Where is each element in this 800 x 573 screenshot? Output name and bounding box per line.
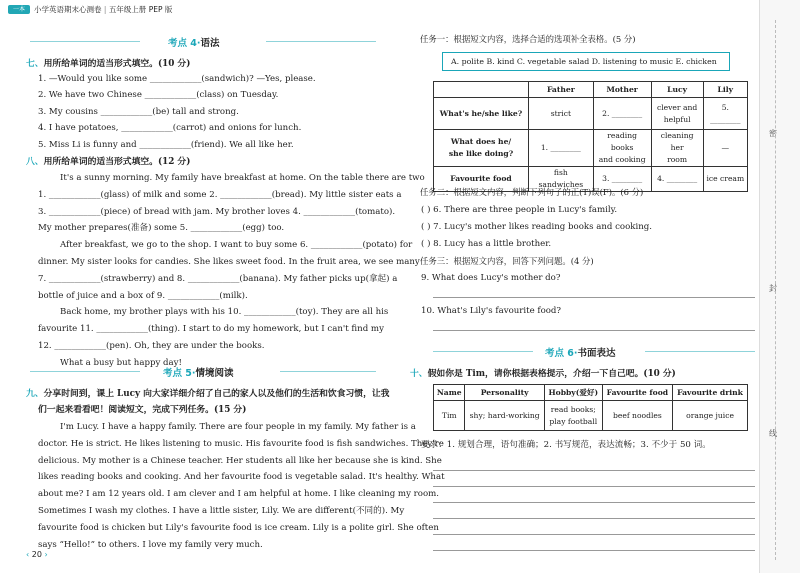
q7-heading: 七、用所给单词的适当形式填空。(10 分) xyxy=(26,59,191,69)
cell-text: helpful xyxy=(663,114,691,124)
q8-line: 7. ____________(strawberry) and 8. ____________(banana). My father picks up(拿起) a xyxy=(38,273,398,284)
table-header: Father xyxy=(529,82,594,98)
q9-line: favourite food is chicken but Lily's favourite food is ice cream. Lily is a polite girl. She often xyxy=(38,522,439,533)
q9-line: delicious. My mother is a Chinese teacher. Her students all like her because she is kind. She xyxy=(38,455,442,466)
cell-text: Favourite food xyxy=(450,174,512,183)
seal-line xyxy=(775,20,776,560)
cell-text: What's he/she like? xyxy=(439,108,523,118)
q7-item: 2. We have two Chinese ____________(class) on Tuesday. xyxy=(38,90,279,101)
cell-text: orange juice xyxy=(686,410,734,420)
table-header: Mother xyxy=(593,82,651,98)
cell-text: she like doing? xyxy=(448,149,514,158)
table-cell xyxy=(703,130,747,167)
table-header: Hobby(爱好) xyxy=(544,385,602,401)
q8-line: What a busy but happy day! xyxy=(60,357,182,368)
task3-heading: 任务三：根据短文内容，回答下列问题。(4 分) xyxy=(420,256,594,266)
q7-item: 3. My cousins ____________(be) tall and strong. xyxy=(38,106,239,117)
cell-text: shy; hard-working xyxy=(469,410,540,420)
table-cell xyxy=(593,130,651,167)
table-cell xyxy=(529,130,594,167)
writing-line[interactable] xyxy=(433,550,755,551)
divider xyxy=(30,371,140,372)
cell-text: 3. ________ xyxy=(602,174,643,183)
table-cell xyxy=(703,167,747,192)
table-cell xyxy=(465,401,544,431)
task2-heading: 任务二：根据短文内容，判断下列句子的正(T)误(F)。(6 分) xyxy=(420,187,644,197)
table-cell xyxy=(673,401,748,431)
q9-line: about me? I am 12 years old. I am clever and I am helpful at home. I like cleaning my room. xyxy=(38,489,439,500)
row-header xyxy=(434,130,529,167)
section-5-title: 考点 5·情境阅读 xyxy=(163,368,234,379)
answer-line[interactable] xyxy=(433,297,755,298)
writing-line[interactable] xyxy=(433,470,755,471)
book-title: 小学英语期末心测卷 xyxy=(34,5,102,14)
cell-text: 1. ________ xyxy=(540,143,581,152)
cell-text: beef noodles xyxy=(612,410,662,420)
q7-item: 5. Miss Li is funny and ____________(friend). We all like her. xyxy=(38,139,294,150)
section-4-title: 考点 4·语法 xyxy=(168,38,220,49)
question-10: 10. What's Lily's favourite food? xyxy=(421,306,562,316)
table-cell xyxy=(602,401,672,431)
profile-table xyxy=(433,384,748,431)
writing-line[interactable] xyxy=(433,502,755,503)
q8-line: bottle of juice and a box of 9. ____________(milk). xyxy=(38,290,248,301)
info-table xyxy=(433,81,748,192)
question-9: 9. What does Lucy's mother do? xyxy=(421,273,561,283)
grade-label: 五年级上册 PEP 版 xyxy=(108,5,173,14)
q8-line: 12. ____________(pen). Oh, they are under the books. xyxy=(38,341,265,351)
table-cell xyxy=(651,98,703,130)
table-cell xyxy=(651,130,703,167)
q7-item: 4. I have potatoes, ____________(carrot) and onions for lunch. xyxy=(38,123,302,134)
task1-heading: 任务一：根据短文内容，选择合适的选项补全表格。(5 分) xyxy=(420,34,636,44)
cell-text: 2. ________ xyxy=(602,108,643,118)
table-header: Name xyxy=(434,385,465,401)
q8-line: favourite 11. ____________(thing). I start to do my homework, but I can't find my xyxy=(38,324,384,335)
requirement: 要求：1. 规划合理，语句准确；2. 书写规范，表达流畅；3. 不少于 50 词。 xyxy=(421,440,711,450)
writing-line[interactable] xyxy=(433,534,755,535)
q9-line: says “Hello!” to others. I love my family very much. xyxy=(38,539,263,550)
table-header: Favourite food xyxy=(602,385,672,401)
page-number: ‹ 20 › xyxy=(26,550,48,559)
table-header: Personality xyxy=(465,385,544,401)
table-cell xyxy=(651,167,703,192)
table-row xyxy=(434,98,748,130)
cell-text: room xyxy=(667,155,688,164)
table-cell xyxy=(434,401,465,431)
seal-char: 密 xyxy=(769,129,777,138)
table-header: Lily xyxy=(703,82,747,98)
tf-item: ( ) 8. Lucy has a little brother. xyxy=(421,239,552,249)
q8-line: It's a sunny morning. My family have breakfast at home. On the table there are two xyxy=(60,173,425,183)
divider xyxy=(645,351,755,352)
answer-line[interactable] xyxy=(433,330,755,331)
cell-text: strict xyxy=(550,108,571,118)
q8-line: My mother prepares(准备) some 5. ____________(egg) too. xyxy=(38,223,285,234)
table-cell xyxy=(544,401,602,431)
q8-line: 3. ____________(piece) of bread with jam. My brother loves 4. ____________(tomato). xyxy=(38,206,396,217)
q8-line: dinner. My sister looks for candies. She likes sweet food. In the fruit area, we see many xyxy=(38,257,420,267)
table-header: Favourite drink xyxy=(673,385,748,401)
q10-heading: 十、假如你是 Tim，请你根据表格提示，介绍一下自己吧。(10 分) xyxy=(410,369,676,379)
divider xyxy=(266,41,376,42)
cell-text: read books; xyxy=(550,404,596,414)
seal-char: 封 xyxy=(769,284,777,293)
tf-item: ( ) 7. Lucy's mother likes reading books and cooking. xyxy=(421,222,652,232)
q8-heading: 八、用所给单词的适当形式填空。(12 分) xyxy=(26,157,191,167)
cell-text: What does he/ xyxy=(450,137,512,146)
divider xyxy=(433,351,533,352)
q7-item: 1. —Would you like some ____________(sandwich)? —Yes, please. xyxy=(38,74,316,84)
cell-text: play football xyxy=(549,416,598,426)
cell-text: 4. ________ xyxy=(657,174,698,183)
writing-line[interactable] xyxy=(433,486,755,487)
q9-line: doctor. He is strict. He likes listening to music. His favourite food is fish sandwiches. They're xyxy=(38,438,444,449)
cell-text: and cooking xyxy=(598,155,646,164)
table-cell xyxy=(703,98,747,130)
cell-text: reading books xyxy=(607,131,637,152)
divider xyxy=(280,371,376,372)
table-cell xyxy=(529,98,594,130)
q9-line: I'm Lucy. I have a happy family. There are four people in my family. My father is a xyxy=(60,422,416,432)
divider xyxy=(30,41,140,42)
q9-heading-cont: 们一起来看看吧！阅读短文，完成下列任务。(15 分) xyxy=(38,405,247,415)
q8-line: 1. ____________(glass) of milk and some 2. ____________(bread). My little sister eats a xyxy=(38,189,402,200)
table-cell xyxy=(593,98,651,130)
cell-text: cleaning her xyxy=(660,131,694,152)
writing-line[interactable] xyxy=(433,518,755,519)
options-box: A. polite B. kind C. vegetable salad D. listening to music E. chicken xyxy=(442,52,730,71)
cell-text: fish sandwiches xyxy=(538,168,584,189)
brand-badge: 一本 xyxy=(8,5,30,14)
q8-line: After breakfast, we go to the shop. I want to buy some 6. ____________(potato) for xyxy=(60,240,413,251)
cell-text: Tim xyxy=(441,410,457,420)
table-header: Lucy xyxy=(651,82,703,98)
q9-line: Sometimes I wash my clothes. I have a little sister, Lily. We are different(不同的). My xyxy=(38,506,405,516)
table-header xyxy=(434,82,529,98)
table-row xyxy=(434,130,748,167)
row-header xyxy=(434,98,529,130)
q8-line: Back home, my brother plays with his 10. ____________(toy). They are all his xyxy=(60,307,389,318)
cell-text: clever and xyxy=(656,102,698,112)
cell-text: ice cream xyxy=(706,174,745,183)
header xyxy=(34,4,172,15)
seal-char: 线 xyxy=(769,429,777,438)
q9-line: likes reading books and cooking. And her favourite food is vegetable salad. It's healthy. What xyxy=(38,472,445,483)
tf-item: ( ) 6. There are three people in Lucy's family. xyxy=(421,205,618,215)
cell-text: 5. ________ xyxy=(710,102,741,124)
section-6-title: 考点 6·书面表达 xyxy=(545,348,616,359)
separator: | xyxy=(103,5,107,14)
table-row xyxy=(434,401,748,431)
binding-gutter xyxy=(759,0,800,573)
q9-heading: 九、分享时间到，课上 Lucy 向大家详细介绍了自己的家人以及他们的生活和饮食习惯，让我 xyxy=(26,389,390,399)
cell-text: — xyxy=(721,143,730,152)
